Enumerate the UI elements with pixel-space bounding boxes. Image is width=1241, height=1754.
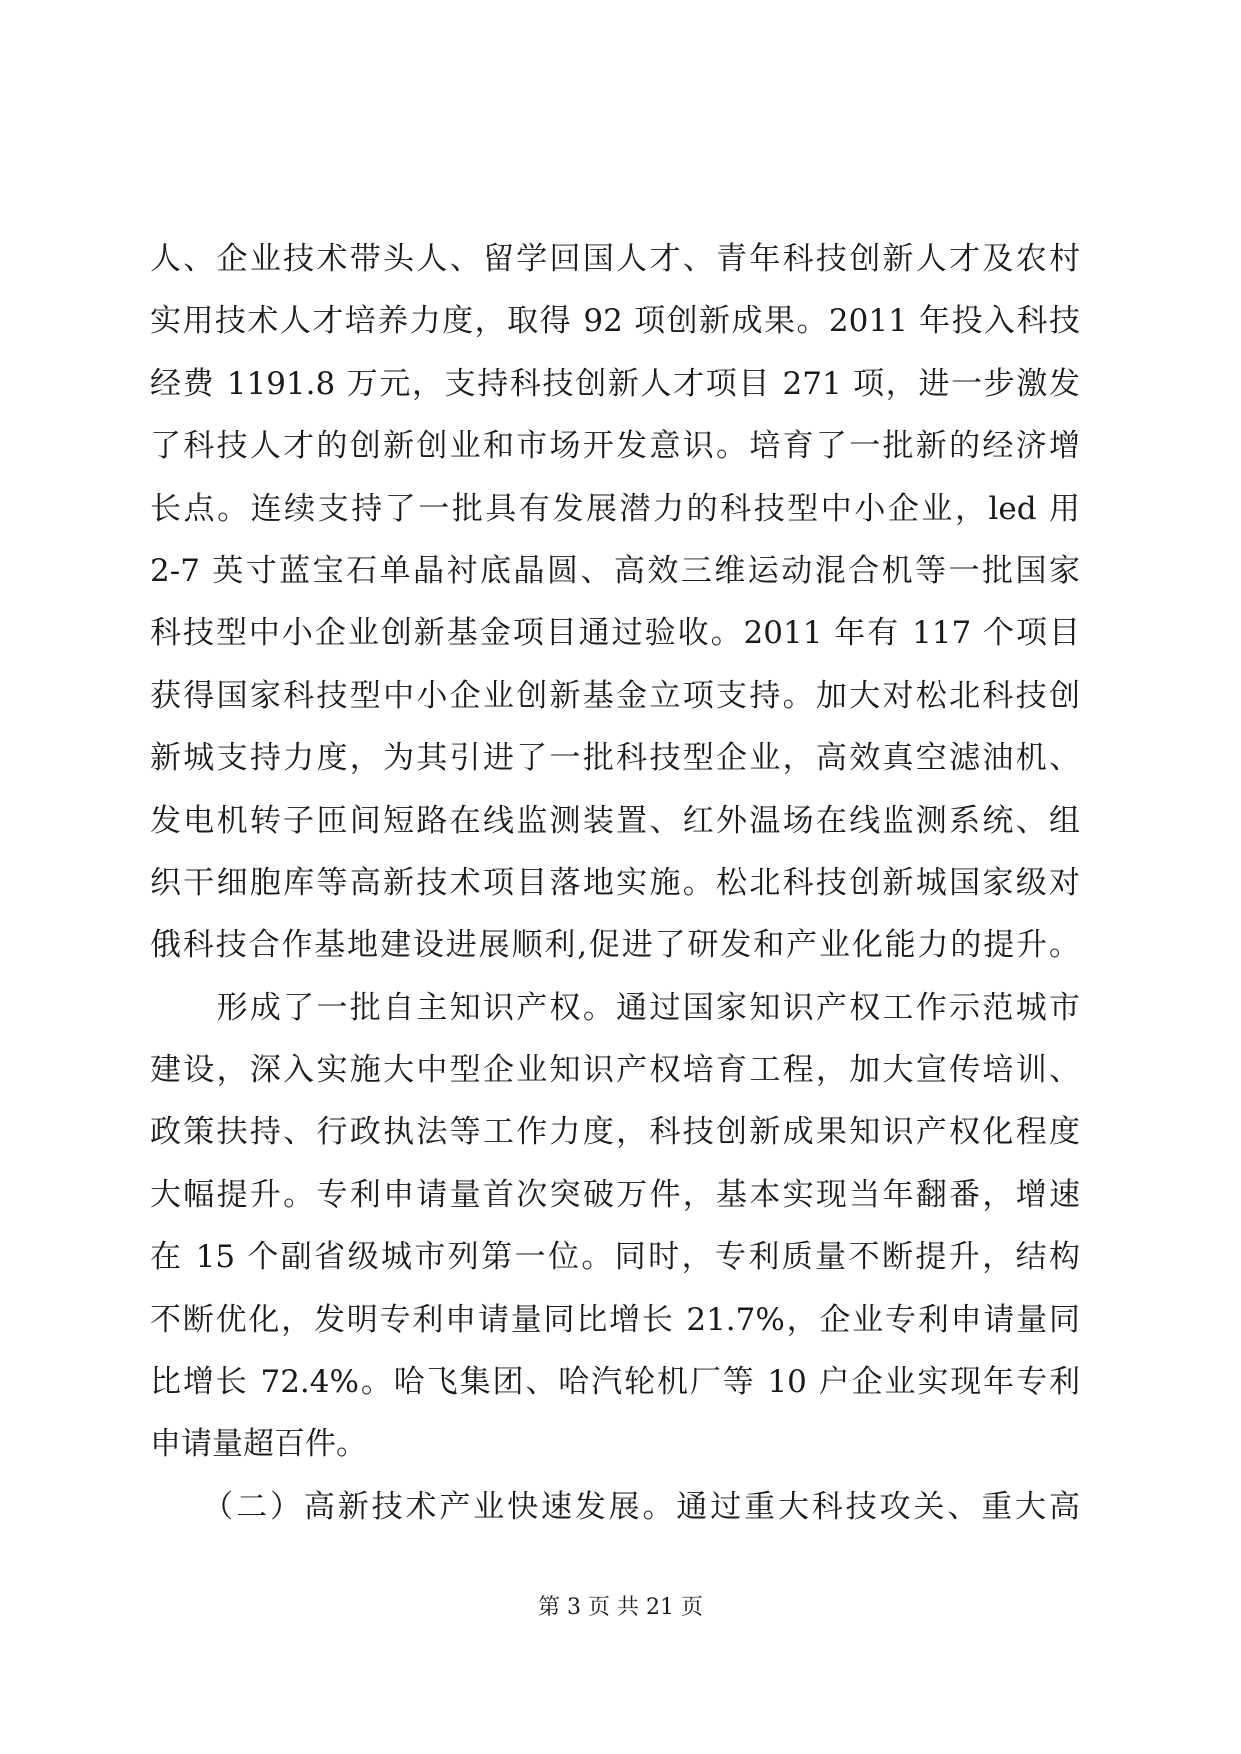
text-line: 织干细胞库等高新技术项目落地实施。松北科技创新城国家级对 — [150, 864, 1080, 901]
text-line: 建设，深入实施大中型企业知识产权培育工程，加大宣传培训、 — [150, 1052, 1080, 1089]
text-line: 经费 1191.8 万元，支持科技创新人才项目 271 项，进一步激发 — [150, 365, 1080, 402]
page-footer: 第 3 页 共 21 页 — [538, 1595, 703, 1620]
text-line: 不断优化，发明专利申请量同比增长 21.7%，企业专利申请量同 — [150, 1301, 1080, 1338]
text-line: 获得国家科技型中小企业创新基金立项支持。加大对松北科技创 — [150, 677, 1080, 714]
text-line: 发电机转子匝间短路在线监测装置、红外温场在线监测系统、组 — [150, 802, 1080, 839]
text-line: 科技型中小企业创新基金项目通过验收。2011 年有 117 个项目 — [150, 615, 1080, 652]
text-line: 比增长 72.4%。哈飞集团、哈汽轮机厂等 10 户企业实现年专利 — [150, 1364, 1080, 1401]
text-line: （二）高新技术产业快速发展。通过重大科技攻关、重大高 — [150, 1488, 1080, 1525]
text-line: 新城支持力度，为其引进了一批科技型企业，高效真空滤油机、 — [150, 740, 1080, 777]
text-line: 实用技术人才培养力度，取得 92 项创新成果。2011 年投入科技 — [150, 303, 1080, 340]
text-line: 俄科技合作基地建设进展顺利,促进了研发和产业化能力的提升。 — [150, 927, 1080, 964]
text-line: 形成了一批自主知识产权。通过国家知识产权工作示范城市 — [150, 989, 1080, 1026]
text-line: 申请量超百件。 — [150, 1426, 367, 1463]
text-line: 人、企业技术带头人、留学回国人才、青年科技创新人才及农村 — [150, 241, 1080, 277]
text-line: 大幅提升。专利申请量首次突破万件，基本实现当年翻番，增速 — [150, 1176, 1080, 1213]
text-line: 2-7 英寸蓝宝石单晶衬底晶圆、高效三维运动混合机等一批国家 — [150, 552, 1080, 589]
text-line: 长点。连续支持了一批具有发展潜力的科技型中小企业，led 用 — [150, 490, 1080, 527]
text-line: 了科技人才的创新创业和市场开发意识。培育了一批新的经济增 — [150, 428, 1080, 465]
text-line: 政策扶持、行政执法等工作力度，科技创新成果知识产权化程度 — [150, 1114, 1080, 1151]
body-text — [150, 228, 1080, 1538]
text-line: 在 15 个副省级城市列第一位。同时，专利质量不断提升，结构 — [150, 1239, 1080, 1276]
